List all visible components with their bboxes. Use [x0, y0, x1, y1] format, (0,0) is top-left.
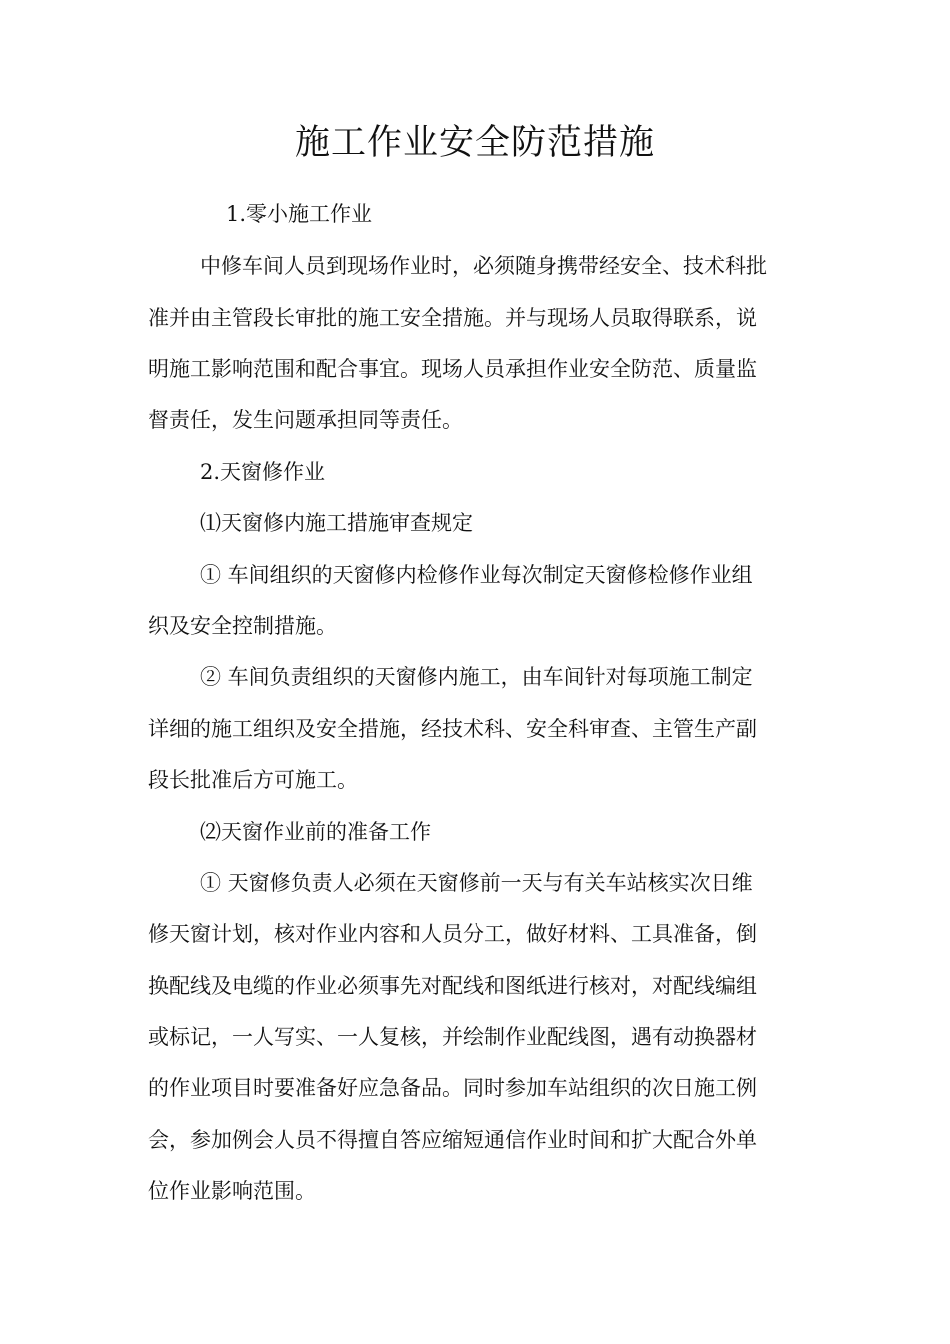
- list-item-line: ② 车间负责组织的天窗修内施工，由车间针对每项施工制定: [200, 665, 753, 689]
- list-item-line: 换配线及电缆的作业必须事先对配线和图纸进行核对，对配线编组: [148, 974, 757, 998]
- paragraph-line: 中修车间人员到现场作业时，必须随身携带经安全、技术科批: [200, 254, 767, 278]
- subsection-heading-1: ⑴天窗修内施工措施审查规定: [200, 511, 473, 535]
- paragraph-line: 明施工影响范围和配合事宜。现场人员承担作业安全防范、质量监: [148, 357, 757, 381]
- list-item-line: ① 车间组织的天窗修内检修作业每次制定天窗修检修作业组: [200, 563, 753, 587]
- list-item-line: 位作业影响范围。: [148, 1179, 316, 1203]
- list-item-line: 的作业项目时要准备好应急备品。同时参加车站组织的次日施工例: [148, 1076, 757, 1100]
- list-item-line: 修天窗计划，核对作业内容和人员分工，做好材料、工具准备，倒: [148, 922, 757, 946]
- paragraph-line: 督责任，发生问题承担同等责任。: [148, 408, 463, 432]
- list-item-line: 会，参加例会人员不得擅自答应缩短通信作业时间和扩大配合外单: [148, 1128, 757, 1152]
- list-item-line: 织及安全控制措施。: [148, 614, 337, 638]
- document-title: 施工作业安全防范措施: [294, 123, 655, 163]
- list-item-line: ① 天窗修负责人必须在天窗修前一天与有关车站核实次日维: [200, 871, 753, 895]
- list-item-line: 或标记，一人写实、一人复核，并绘制作业配线图，遇有动换器材: [148, 1025, 757, 1049]
- paragraph-line: 准并由主管段长审批的施工安全措施。并与现场人员取得联系，说: [148, 306, 757, 330]
- list-item-line: 段长批准后方可施工。: [148, 768, 358, 792]
- section-heading-1: 1.零小施工作业: [226, 202, 373, 226]
- subsection-heading-2: ⑵天窗作业前的准备工作: [200, 820, 431, 844]
- section-heading-2: 2.天窗修作业: [200, 460, 326, 484]
- list-item-line: 详细的施工组织及安全措施，经技术科、安全科审查、主管生产副: [148, 717, 757, 741]
